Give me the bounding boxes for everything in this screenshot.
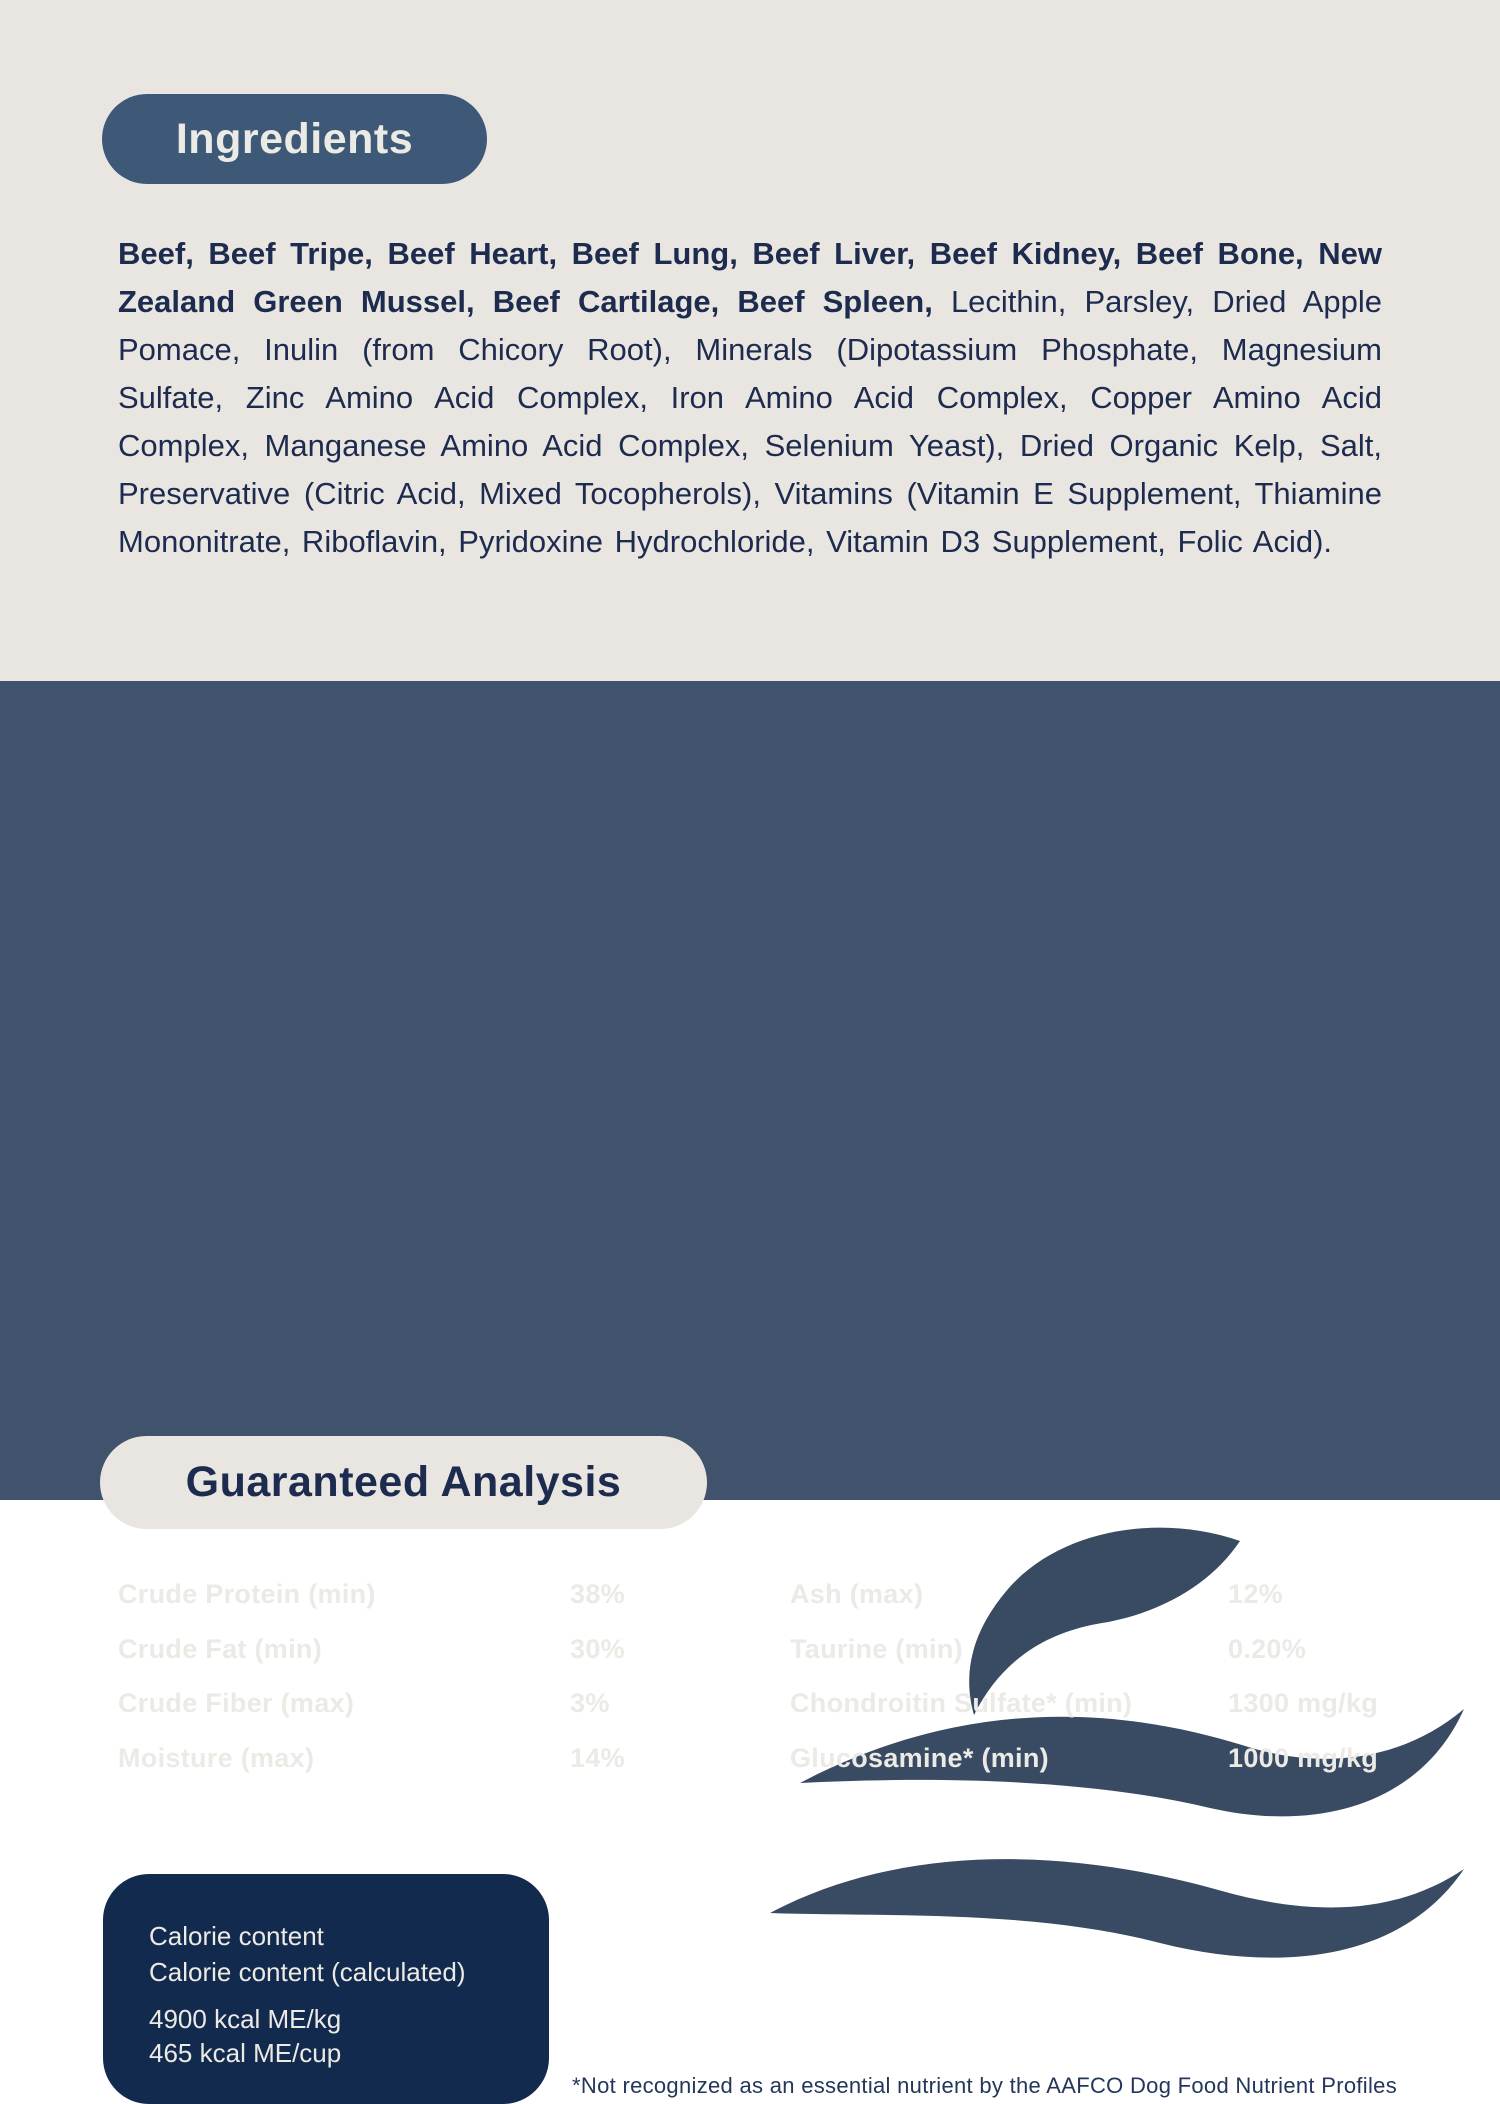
guaranteed-analysis-title: Guaranteed Analysis bbox=[185, 1458, 622, 1506]
calorie-content-calculated-label: Calorie content (calculated) bbox=[149, 1957, 466, 1987]
calorie-values bbox=[149, 2002, 539, 2070]
aafco-footnote: *Not recognized as an essential nutrient by the AAFCO Dog Food Nutrient Profiles bbox=[572, 2073, 1397, 2098]
calorie-content-box bbox=[103, 1874, 549, 2104]
ingredients-title-pill bbox=[102, 94, 487, 184]
row-label: Chondroitin Sulfate* (min) bbox=[790, 1688, 1133, 1719]
row-value: 1300 mg/kg bbox=[1228, 1688, 1379, 1719]
row-value: 38% bbox=[570, 1578, 625, 1609]
ingredients-text bbox=[118, 230, 1382, 566]
calorie-content-label: Calorie content bbox=[149, 1921, 324, 1951]
calorie-per-kg: 4900 kcal ME/kg bbox=[149, 2004, 342, 2034]
ingredients-secondary-list: Lecithin, Parsley, Dried Apple Pomace, Inulin (from Chicory Root), Minerals (Dipotassium Phosphate, Magnesium Sulfate, Zinc Amino Acid Complex, Iron Amino Acid Complex, Copper Amino Acid Complex, Manganese Amino Acid Complex, Selenium Yeast), Dried Organic Kelp, Salt, Preservative (Citric Acid, Mixed Tocopherols), Vitamins (Vitamin E Supplement, Thiamine Mononitrate, Riboflavin, Pyridoxine Hydrochloride, Vitamin D3 Supplement, Folic Acid). bbox=[118, 284, 1382, 559]
row-value: 12% bbox=[1228, 1578, 1283, 1609]
row-label: Crude Fiber (max) bbox=[118, 1688, 355, 1719]
row-value: 1000 mg/kg bbox=[1228, 1742, 1379, 1773]
ingredients-primary-list: Beef, Beef Tripe, Beef Heart, Beef Lung, Beef Liver, Beef Kidney, Beef Bone, New Zealand Green Mussel, Beef Cartilage, Beef Spleen, bbox=[118, 236, 1382, 319]
row-value: 14% bbox=[570, 1742, 625, 1773]
guaranteed-analysis-title-pill bbox=[100, 1436, 707, 1529]
row-value: 30% bbox=[570, 1633, 625, 1664]
analysis-table bbox=[118, 1567, 1382, 1786]
row-value: 3% bbox=[570, 1688, 610, 1719]
row-label: Moisture (max) bbox=[118, 1742, 315, 1773]
row-label: Glucosamine* (min) bbox=[790, 1742, 1049, 1773]
calorie-per-cup: 465 kcal ME/cup bbox=[149, 2038, 342, 2068]
row-label: Crude Fat (min) bbox=[118, 1633, 322, 1664]
guaranteed-analysis-section bbox=[0, 681, 1500, 2098]
row-label: Ash (max) bbox=[790, 1578, 924, 1609]
ingredients-section bbox=[0, 0, 1500, 681]
row-label: Taurine (min) bbox=[790, 1633, 963, 1664]
ingredients-title: Ingredients bbox=[175, 114, 414, 163]
row-value: 0.20% bbox=[1228, 1633, 1307, 1664]
row-label: Crude Protein (min) bbox=[118, 1578, 376, 1609]
